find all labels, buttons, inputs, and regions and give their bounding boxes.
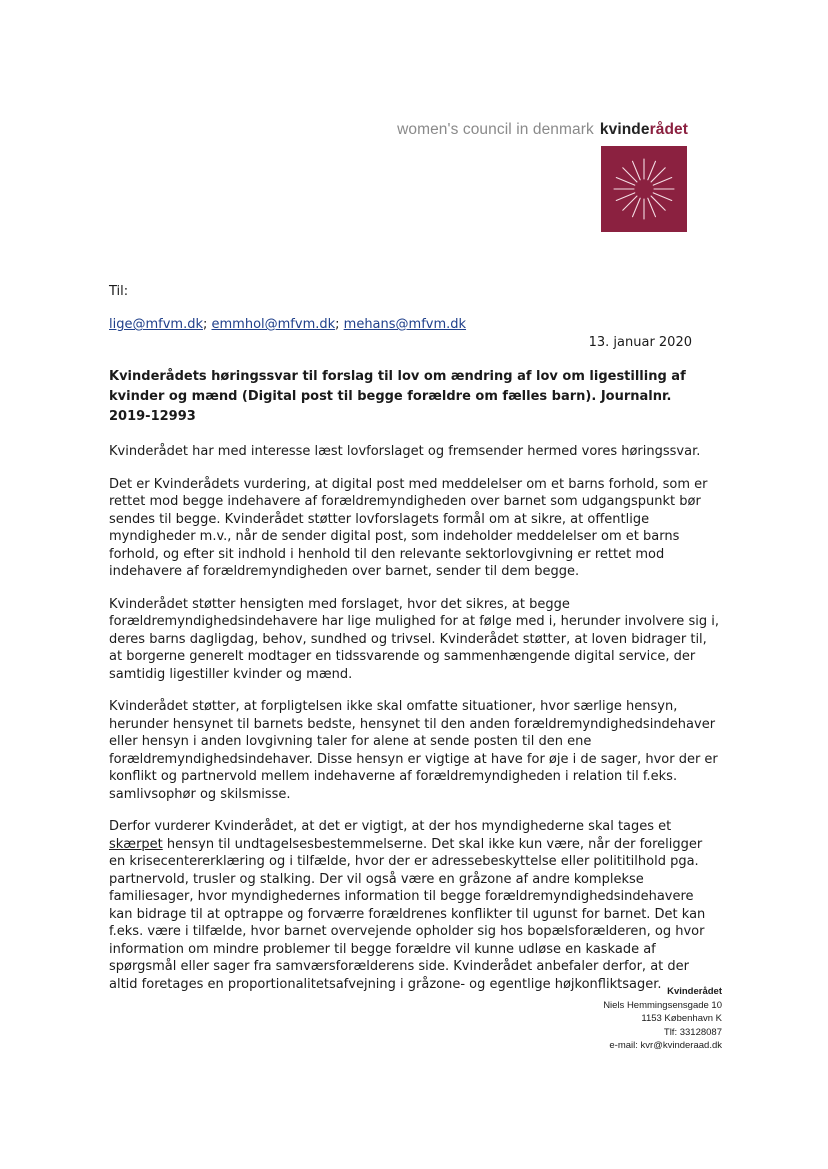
- recipient-emails: [109, 317, 466, 332]
- body-paragraph: Kvinderådet støtter hensigten med forslaget, hvor det sikres, at begge forældremyndighedsindehavere har lige mulighed for at følge med i, herunder involvere sig i, deres barns dagligdag, behov, sundhed og trivsel. Kvinderådet støtter, at loven bidrager til, at borgerne generelt modtager en tidssvarende og sammenhængende digital service, der samtidig ligestiller kvinder og mænd.: [109, 596, 719, 682]
- letter-subject: Kvinderådets høringssvar til forslag til lov om ændring af lov om ligestilling af kvinder og mænd (Digital post til begge forældre om fælles barn). Journalnr. 2019-12993: [109, 369, 686, 424]
- email-separator: ;: [202, 317, 212, 332]
- email-link[interactable]: lige@mfvm.dk: [109, 317, 203, 332]
- signature-street: Niels Hemmingsensgade 10: [603, 999, 722, 1011]
- email-link[interactable]: emmhol@mfvm.dk: [211, 317, 336, 332]
- body-paragraph: Kvinderådet støtter, at forpligtelsen ikke skal omfatte situationer, hvor særlige hensyn, herunder hensynet til barnets bedste, hensynet til den anden forældremyndighedsindehaver eller hensyn i anden lovgivning taler for alene at sende posten til den ene forældremyndighedsindehaver. Disse hensyn er vigtige at have for øje i de sager, hvor der er konflikt og partnervold mellem indehaverne af forældremyndigheden i relation til f.eks. samlivsophør og skilsmisse.: [109, 699, 718, 802]
- signature-org: Kvinderådet: [667, 986, 722, 997]
- logo-sunburst-icon: [601, 146, 687, 232]
- email-separator: ;: [335, 317, 344, 332]
- logo-text: [397, 121, 688, 139]
- underlined-word: skærpet: [109, 836, 163, 852]
- final-text-before: Derfor vurderer Kvinderådet, at det er vigtigt, at der hos myndighederne skal tages et: [109, 819, 672, 834]
- signature-city: 1153 København K: [641, 1013, 722, 1024]
- email-link[interactable]: mehans@mfvm.dk: [343, 317, 467, 332]
- logo-danish-part2: rådet: [649, 121, 688, 138]
- body-paragraph: Det er Kvinderådets vurdering, at digital post med meddelelser om et barns forhold, som er rettet mod begge indehavere af forældremyndigheden over barnet som udgangspunkt bør sendes til begge. Kvinderådet støtter lovforslagets formål om at sikre, at offentlige myndigheder m.v., når de sender digital post, som indeholder meddelelser om et barns forhold, og efter sit indhold i henhold til den relevante sektorlovgivning er rettet mod indehavere af forældremyndigheden over barnet, sender til dem begge.: [109, 476, 708, 579]
- logo-danish-part1: kvinde: [599, 121, 650, 138]
- signature-phone: Tlf: 33128087: [663, 1026, 722, 1038]
- signature-block: [603, 985, 722, 1053]
- body-paragraph-final: [109, 818, 721, 993]
- logo-english: women's council in denmark: [397, 121, 594, 138]
- body-paragraph: Kvinderådet har med interesse læst lovforslaget og fremsender hermed vores høringssvar.: [109, 444, 701, 459]
- signature-email: e-mail: kvr@kvinderaad.dk: [609, 1040, 722, 1051]
- recipient-label: Til:: [109, 284, 129, 299]
- letter-date: 13. januar 2020: [588, 335, 692, 350]
- final-text-after: hensyn til undtagelsesbestemmelserne. Det skal ikke kun være, når der foreligger en krisecentererklæring og i tilfælde, hvor der er adressebeskyttelse eller polititilhold pga. partnervold, trusler og stalking. Der vil også være en gråzone af andre komplekse familiesager, hvor myndighedernes information til begge forældremyndighedsindehavere kan bidrage til at optrappe og forværre forældrenes konflikter til ugunst for barnet. Det kan f.eks. være i tilfælde, hvor barnet overvejende opholder sig hos bopælsforælderen, og hvor information om mindre problemer til begge forældre vil kunne udløse en kaskade af spørgsmål eller sager fra samværsforælderens side. Kvinderådet anbefaler derfor, at der altid foretages en proportionalitetsafvejning i gråzone- og egentlige højkonfliktsager.: [109, 836, 706, 992]
- letter-body: [109, 443, 721, 1008]
